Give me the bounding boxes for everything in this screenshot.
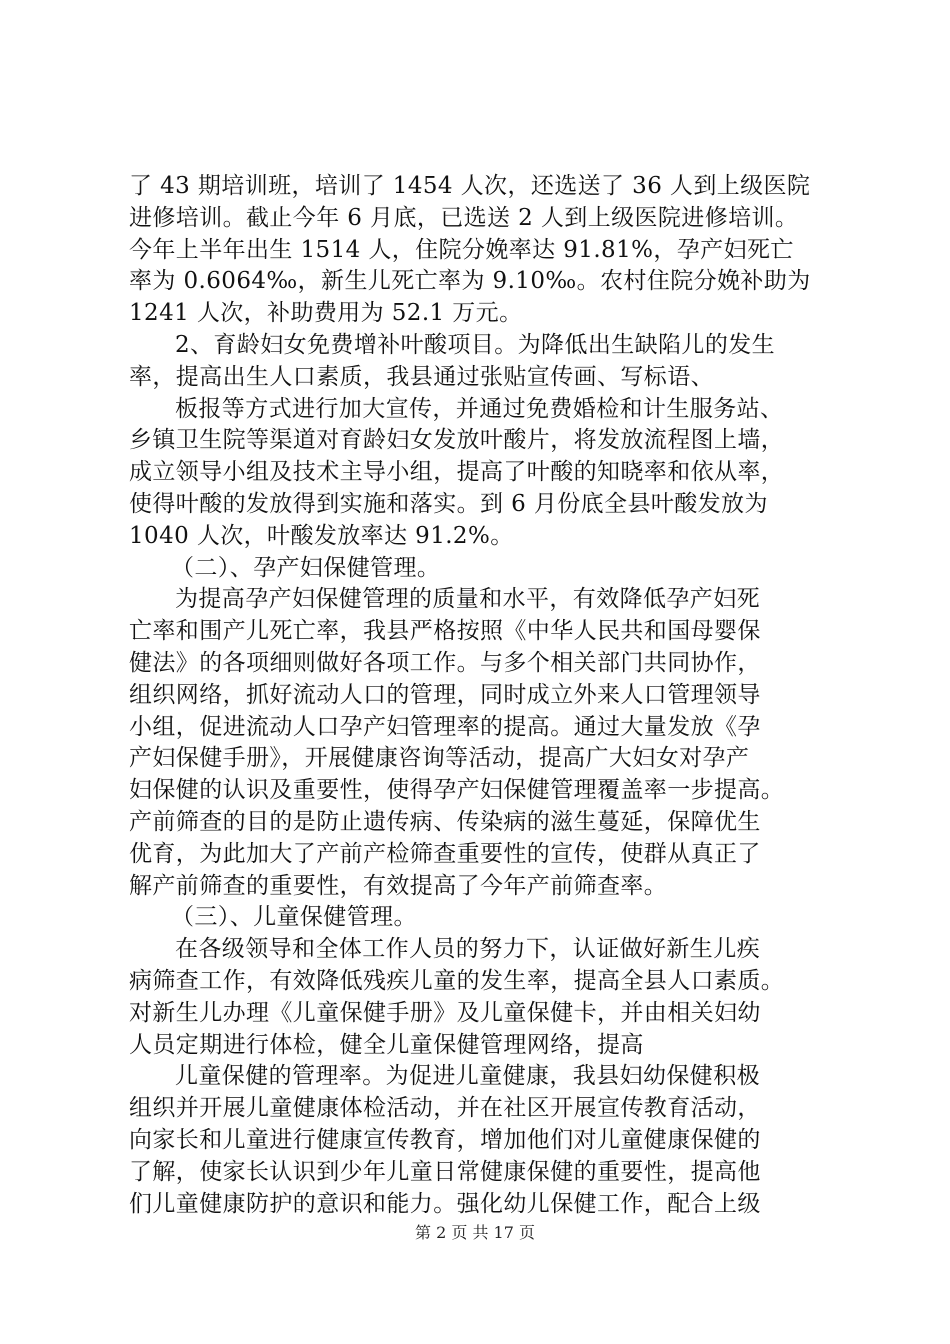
text-line: 解产前筛查的重要性，有效提高了今年产前筛查率。 (129, 872, 668, 899)
text-line: 乡镇卫生院等渠道对育龄妇女发放叶酸片，将发放流程图上墙， (129, 427, 785, 454)
paragraph-start-line: 儿童保健的管理率。为促进儿童健康，我县妇幼保健积极 (175, 1063, 760, 1090)
text-line: 向家长和儿童进行健康宣传教育，增加他们对儿童健康保健的 (129, 1126, 761, 1153)
text-line: 组织并开展儿童健康体检活动，并在社区开展宣传教育活动， (129, 1095, 761, 1122)
paragraph-start-line: 为提高孕产妇保健管理的质量和水平，有效降低孕产妇死 (175, 586, 760, 613)
text-line: 亡率和围产儿死亡率，我县严格按照《中华人民共和国母婴保 (129, 618, 761, 645)
text-line: 进修培训。截止今年 6 月底，已选送 2 人到上级医院进修培训。 (129, 204, 799, 231)
text-line: 率为 0.6064‰，新生儿死亡率为 9.10‰。农村住院分娩补助为 (129, 268, 811, 295)
paragraph-start-line: 在各级领导和全体工作人员的努力下，认证做好新生儿疾 (175, 936, 760, 963)
text-line: 优育，为此加大了产前产检筛查重要性的宣传，使群从真正了 (129, 840, 761, 867)
text-line: 产前筛查的目的是防止遗传病、传染病的滋生蔓延，保障优生 (129, 808, 761, 835)
text-line: 妇保健的认识及重要性，使得孕产妇保健管理覆盖率一步提高。 (129, 777, 785, 804)
text-line: 今年上半年出生 1514 人，住院分娩率达 91.81%，孕产妇死亡 (129, 236, 794, 263)
text-line: 产妇保健手册》，开展健康咨询等活动，提高广大妇女对孕产 (129, 745, 750, 772)
text-line: 1241 人次，补助费用为 52.1 万元。 (129, 300, 523, 327)
text-line: 们儿童健康防护的意识和能力。强化幼儿保健工作，配合上级 (129, 1190, 761, 1217)
paragraph-start-line: 板报等方式进行加大宣传，并通过免费婚检和计生服务站、 (175, 395, 784, 422)
text-line: 率，提高出生人口素质，我县通过张贴宣传画、写标语、 (129, 363, 714, 390)
document-body (129, 171, 829, 1220)
text-line: 病筛查工作，有效降低残疾儿童的发生率，提高全县人口素质。 (129, 967, 785, 994)
text-line: 成立领导小组及技术主导小组，提高了叶酸的知晓率和依从率， (129, 459, 785, 486)
section-heading: （三）、儿童保健管理。 (171, 904, 417, 931)
section-heading: （二）、孕产妇保健管理。 (171, 554, 441, 581)
text-line: 了 43 期培训班，培训了 1454 人次，还选送了 36 人到上级医院 (129, 173, 811, 199)
text-line: 健法》的各项细则做好各项工作。与多个相关部门共同协作， (129, 649, 761, 676)
text-line: 对新生儿办理《儿童保健手册》及儿童保健卡，并由相关妇幼 (129, 999, 761, 1026)
text-line: 人员定期进行体检，健全儿童保健管理网络，提高 (129, 1031, 644, 1058)
paragraph-start-line: 2、育龄妇女免费增补叶酸项目。为降低出生缺陷儿的发生 (175, 331, 776, 358)
text-line: 了解，使家长认识到少年儿童日常健康保健的重要性，提高他 (129, 1158, 761, 1185)
text-line: 小组，促进流动人口孕产妇管理率的提高。通过大量发放《孕 (129, 713, 761, 740)
text-line: 组织网络，抓好流动人口的管理，同时成立外来人口管理领导 (129, 681, 761, 708)
text-line: 使得叶酸的发放得到实施和落实。到 6 月份底全县叶酸发放为 (129, 490, 768, 517)
text-line: 1040 人次，叶酸发放率达 91.2%。 (129, 522, 514, 549)
page-number-footer: 第 2 页 共 17 页 (415, 1223, 535, 1242)
